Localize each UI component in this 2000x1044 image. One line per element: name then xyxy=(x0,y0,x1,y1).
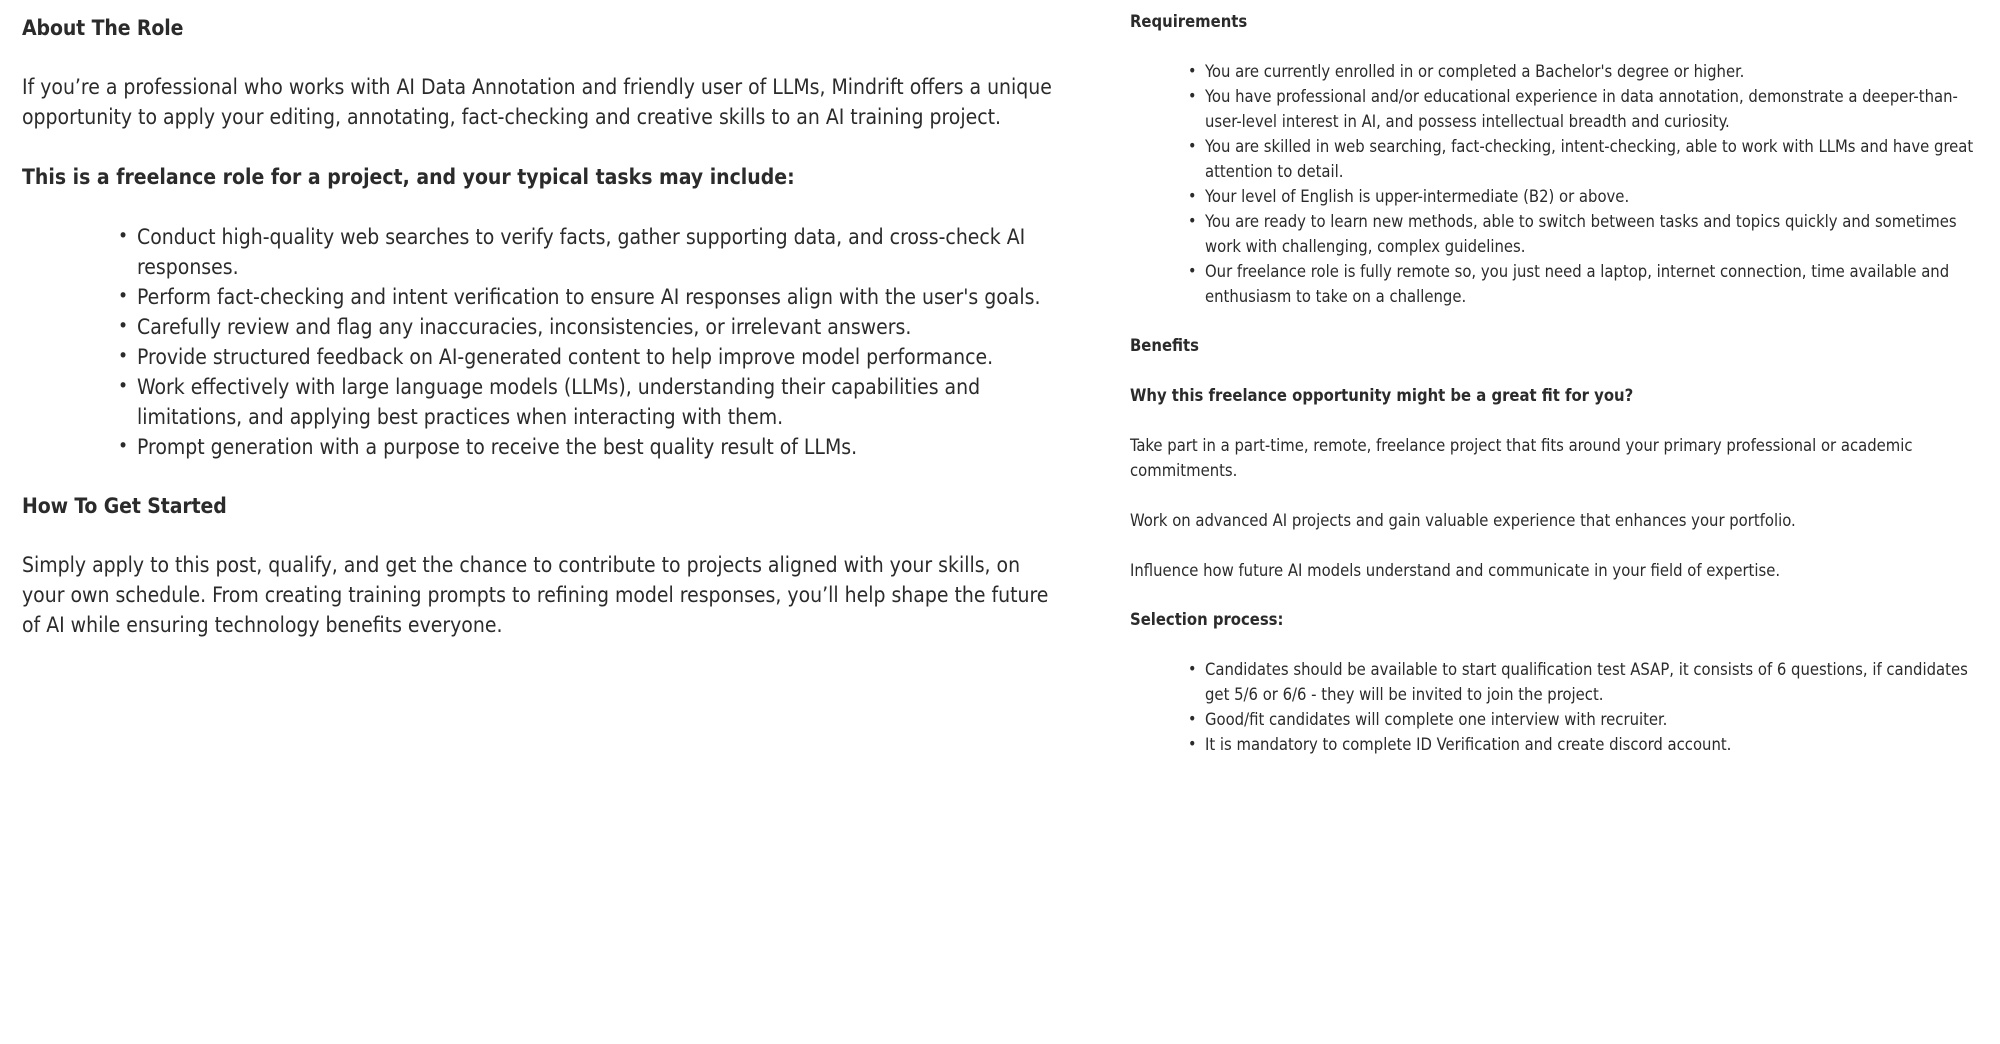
left-column xyxy=(22,0,1062,670)
selection-process-list xyxy=(1130,657,1978,757)
typical-tasks-list xyxy=(22,222,1062,462)
typical-tasks-lead: This is a freelance role for a project, and your typical tasks may include: xyxy=(22,165,795,189)
right-column xyxy=(1130,0,1978,782)
list-item: • Work effectively with large language models (LLMs), understanding their capabilities and limitations, and applying best practices when interacting with them. xyxy=(118,372,1062,432)
about-the-role-paragraph: If you’re a professional who works with AI Data Annotation and friendly user of LLMs, Mindrift offers a unique opportunity to apply your editing, annotating, fact-checking and creative skills to an AI training project. xyxy=(22,75,1052,129)
benefits-question: Why this freelance opportunity might be a great fit for you? xyxy=(1130,386,1634,405)
list-item: • Candidates should be available to start qualification test ASAP, it consists of 6 questions, if candidates get 5/6 or 6/6 - they will be invited to join the project. xyxy=(1188,657,1978,707)
benefits-heading: Benefits xyxy=(1130,336,1199,355)
list-item: • Provide structured feedback on AI-generated content to help improve model performance. xyxy=(118,342,1062,372)
list-item: • It is mandatory to complete ID Verification and create discord account. xyxy=(1188,732,1978,757)
list-item: • Our freelance role is fully remote so, you just need a laptop, internet connection, time available and enthusiasm to take on a challenge. xyxy=(1188,259,1978,309)
selection-process-heading: Selection process: xyxy=(1130,610,1284,629)
how-to-get-started-paragraph: Simply apply to this post, qualify, and get the chance to contribute to projects aligned with your skills, on your own schedule. From creating training prompts to refining model responses, you’ll help shape the future of AI while ensuring technology benefits everyone. xyxy=(22,553,1049,637)
benefit-paragraph: Work on advanced AI projects and gain valuable experience that enhances your portfolio. xyxy=(1130,511,1796,530)
benefit-paragraph: Take part in a part-time, remote, freelance project that fits around your primary professional or academic commitments. xyxy=(1130,436,1913,480)
list-item: • Perform fact-checking and intent verification to ensure AI responses align with the user's goals. xyxy=(118,282,1062,312)
list-item: • Good/fit candidates will complete one interview with recruiter. xyxy=(1188,707,1978,732)
list-item: • Your level of English is upper-intermediate (B2) or above. xyxy=(1188,184,1978,209)
list-item: • You have professional and/or educational experience in data annotation, demonstrate a deeper-than-user-level interest in AI, and possess intellectual breadth and curiosity. xyxy=(1188,84,1978,134)
benefit-paragraph: Influence how future AI models understand and communicate in your field of expertise. xyxy=(1130,561,1781,580)
list-item: • Prompt generation with a purpose to receive the best quality result of LLMs. xyxy=(118,432,1062,462)
list-item: • You are skilled in web searching, fact-checking, intent-checking, able to work with LLMs and have great attention to detail. xyxy=(1188,134,1978,184)
requirements-heading: Requirements xyxy=(1130,12,1248,31)
list-item: • Conduct high-quality web searches to verify facts, gather supporting data, and cross-check AI responses. xyxy=(118,222,1062,282)
list-item: • You are ready to learn new methods, able to switch between tasks and topics quickly and sometimes work with challenging, complex guidelines. xyxy=(1188,209,1978,259)
requirements-list xyxy=(1130,59,1978,309)
list-item: • Carefully review and flag any inaccuracies, inconsistencies, or irrelevant answers. xyxy=(118,312,1062,342)
about-the-role-heading: About The Role xyxy=(22,16,184,40)
how-to-get-started-heading: How To Get Started xyxy=(22,494,227,518)
list-item: • You are currently enrolled in or completed a Bachelor's degree or higher. xyxy=(1188,59,1978,84)
